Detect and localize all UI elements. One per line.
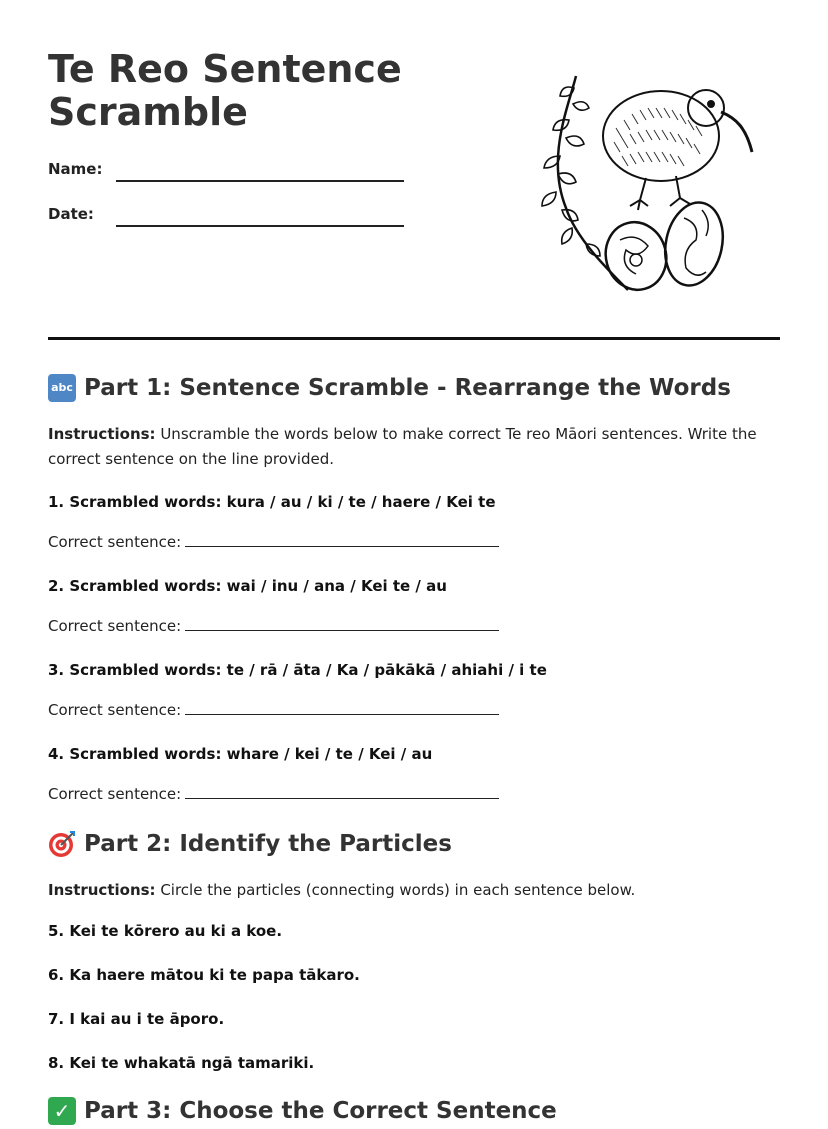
scramble-question: 4. Scrambled words: whare / kei / te / Kei / au bbox=[48, 745, 433, 763]
answer-label: Correct sentence: bbox=[48, 785, 182, 803]
date-field bbox=[48, 205, 94, 223]
scramble-question: 3. Scrambled words: te / rā / āta / Ka / pākākā / ahiahi / i te bbox=[48, 661, 547, 679]
date-label: Date: bbox=[48, 205, 94, 223]
target-icon bbox=[48, 830, 76, 858]
answer-blank bbox=[185, 784, 499, 799]
answer-label: Correct sentence: bbox=[48, 617, 182, 635]
particle-sentence: 7. I kai au i te āporo. bbox=[48, 1010, 225, 1028]
instructions-label: Instructions: bbox=[48, 425, 156, 443]
kiwi-illustration bbox=[536, 68, 756, 294]
instructions-text: Circle the particles (connecting words) in each sentence below. bbox=[155, 881, 636, 899]
name-write-line bbox=[116, 180, 404, 182]
answer-line bbox=[48, 700, 780, 720]
answer-label: Correct sentence: bbox=[48, 533, 182, 551]
name-label: Name: bbox=[48, 160, 103, 178]
part1-heading bbox=[48, 370, 780, 406]
worksheet-header bbox=[48, 48, 780, 308]
answer-line bbox=[48, 616, 780, 636]
answer-blank bbox=[185, 616, 499, 631]
part3-title: Part 3: Choose the Correct Sentence bbox=[84, 1098, 557, 1124]
scramble-question: 1. Scrambled words: kura / au / ki / te / haere / Kei te bbox=[48, 493, 496, 511]
worksheet-content bbox=[48, 370, 780, 1129]
part1-title: Part 1: Sentence Scramble - Rearrange the Words bbox=[84, 375, 731, 401]
part3-heading bbox=[48, 1093, 780, 1129]
part2-instructions bbox=[48, 878, 780, 903]
date-write-line bbox=[116, 225, 404, 227]
instructions-label: Instructions: bbox=[48, 881, 156, 899]
check-mark-icon: ✓ bbox=[48, 1097, 76, 1125]
answer-line bbox=[48, 532, 780, 552]
page-title: Te Reo Sentence Scramble bbox=[48, 47, 402, 134]
answer-blank bbox=[185, 532, 499, 547]
part1-instructions bbox=[48, 422, 780, 472]
part2-title: Part 2: Identify the Particles bbox=[84, 831, 452, 857]
header-divider bbox=[48, 337, 780, 340]
instructions-text: Unscramble the words below to make correct Te reo Māori sentences. Write the correct sentence on the line provided. bbox=[48, 425, 757, 468]
particle-sentence: 5. Kei te kōrero au ki a koe. bbox=[48, 922, 283, 940]
scramble-question: 2. Scrambled words: wai / inu / ana / Kei te / au bbox=[48, 577, 447, 595]
answer-blank bbox=[185, 700, 499, 715]
abc-input-icon: abc bbox=[48, 374, 76, 402]
name-field bbox=[48, 160, 102, 178]
part2-heading bbox=[48, 826, 780, 862]
particle-sentence: 8. Kei te whakatā ngā tamariki. bbox=[48, 1054, 315, 1072]
answer-line bbox=[48, 784, 780, 804]
particle-sentence: 6. Ka haere mātou ki te papa tākaro. bbox=[48, 966, 360, 984]
answer-label: Correct sentence: bbox=[48, 701, 182, 719]
